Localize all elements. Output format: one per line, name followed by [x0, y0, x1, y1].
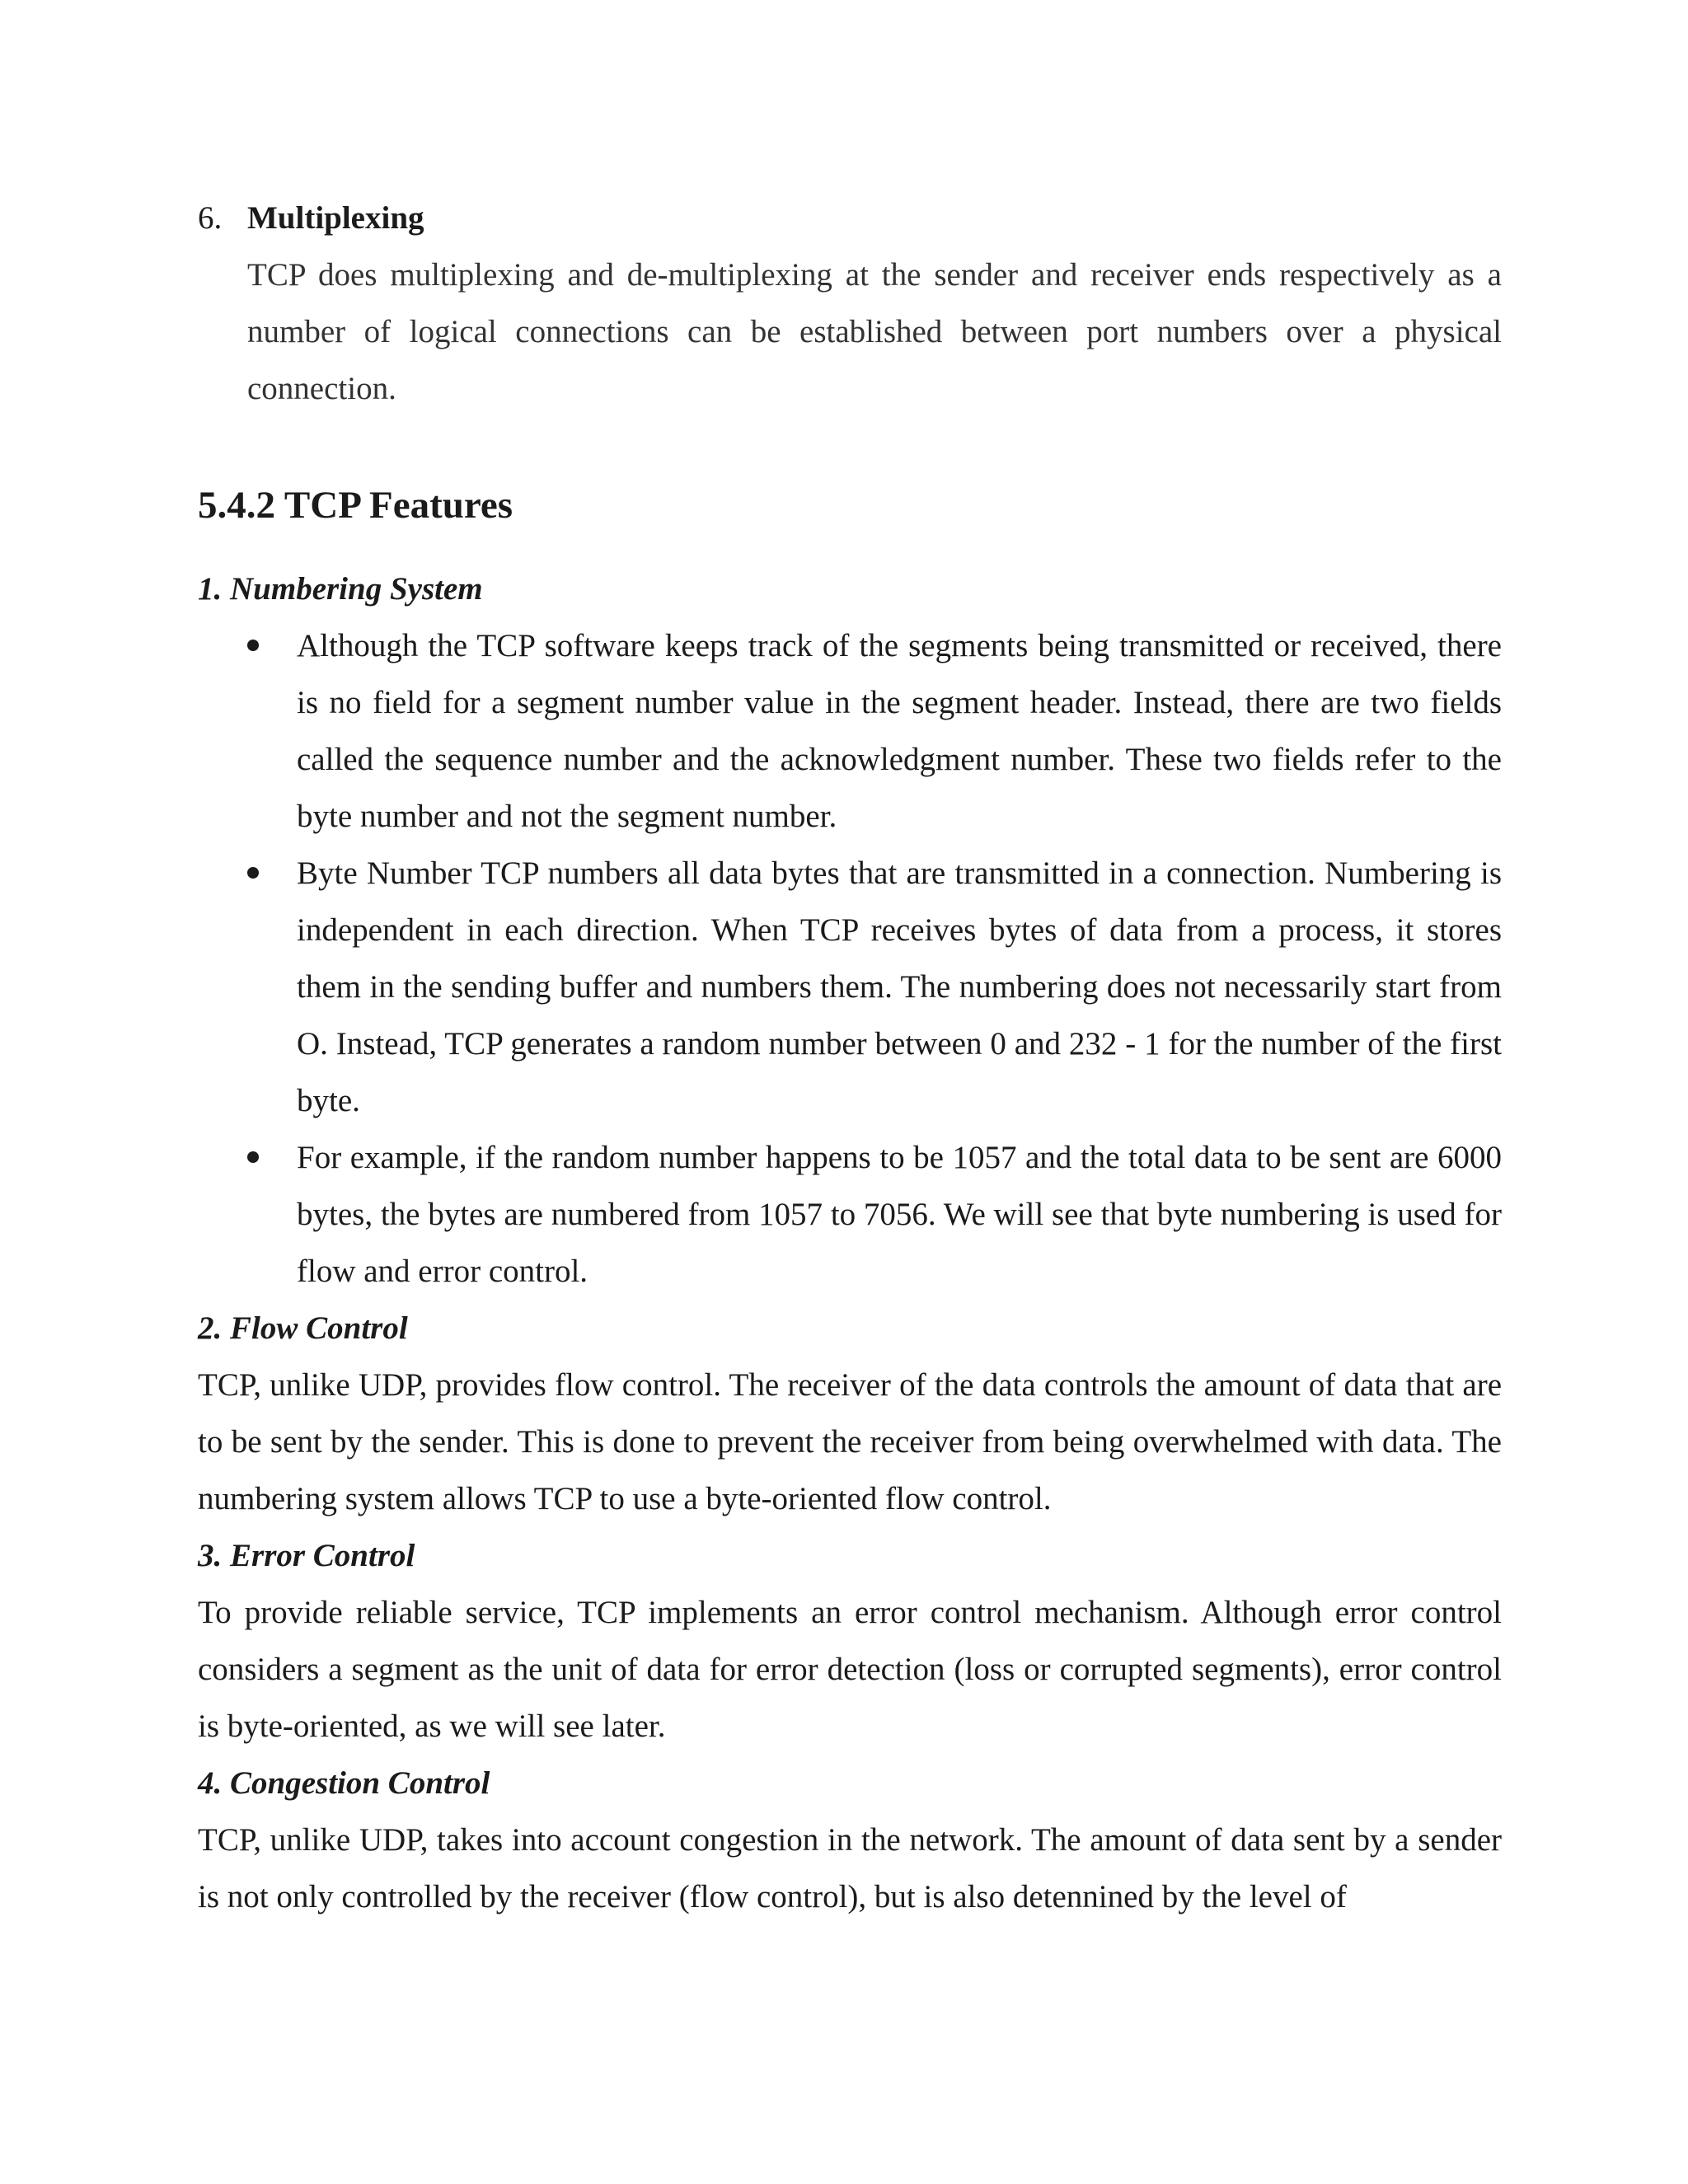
list-number: 6.: [198, 200, 223, 236]
bullet-icon: [247, 1151, 259, 1163]
bullet-list: [198, 617, 1502, 1300]
subheading-flow-control: 2. Flow Control: [198, 1310, 408, 1346]
bullet-text: Byte Number TCP numbers all data bytes that are transmitted in a connection. Numbering is independent in each direction. When TCP receives bytes of data from a process, it stores them in the sending buffer and numbers them. The numbering does not necessarily start from O. Instead, TCP generates a random number between 0 and 232 - 1 for the number of the first byte.: [297, 855, 1502, 1118]
bullet-item: [297, 845, 1502, 1129]
paragraph-error-control: To provide reliable service, TCP implements an error control mechanism. Although error control considers a segment as the unit of data for error detection (loss or corrupted segments), error control is byte-oriented, as we will see later.: [198, 1595, 1502, 1744]
paragraph-flow-control: TCP, unlike UDP, provides flow control. The receiver of the data controls the amount of data that are to be sent by the sender. This is done to prevent the receiver from being overwhelmed with data. The numbering system allows TCP to use a byte-oriented flow control.: [198, 1367, 1502, 1516]
subheading-numbering-system: 1. Numbering System: [198, 571, 483, 607]
bullet-icon: [247, 867, 259, 879]
list-item-multiplexing: [198, 190, 1502, 417]
bullet-text: For example, if the random number happens to be 1057 and the total data to be sent are 6000 bytes, the bytes are numbered from 1057 to 7056. We will see that byte numbering is used for flow and error control.: [297, 1140, 1502, 1289]
paragraph-congestion-control: TCP, unlike UDP, takes into account congestion in the network. The amount of data sent by a sender is not only controlled by the receiver (flow control), but is also detennined by the level of: [198, 1822, 1502, 1915]
item-body: TCP does multiplexing and de-multiplexing at the sender and receiver ends respectively as a number of logical connections can be established between port numbers over a physical connection.: [247, 257, 1502, 406]
bullet-item: [297, 617, 1502, 845]
bullet-item: [297, 1129, 1502, 1300]
section-title: 5.4.2 TCP Features: [198, 484, 513, 527]
features-content: [198, 560, 1502, 1925]
bullet-icon: [247, 640, 259, 651]
bullet-text: Although the TCP software keeps track of the segments being transmitted or received, there is no field for a segment number value in the segment header. Instead, there are two fields called the sequence number and the acknowledgment number. These two fields refer to the byte number and not the segment number.: [297, 628, 1502, 834]
subheading-congestion-control: 4. Congestion Control: [198, 1765, 490, 1801]
item-heading: Multiplexing: [247, 200, 424, 236]
subheading-error-control: 3. Error Control: [198, 1538, 415, 1573]
